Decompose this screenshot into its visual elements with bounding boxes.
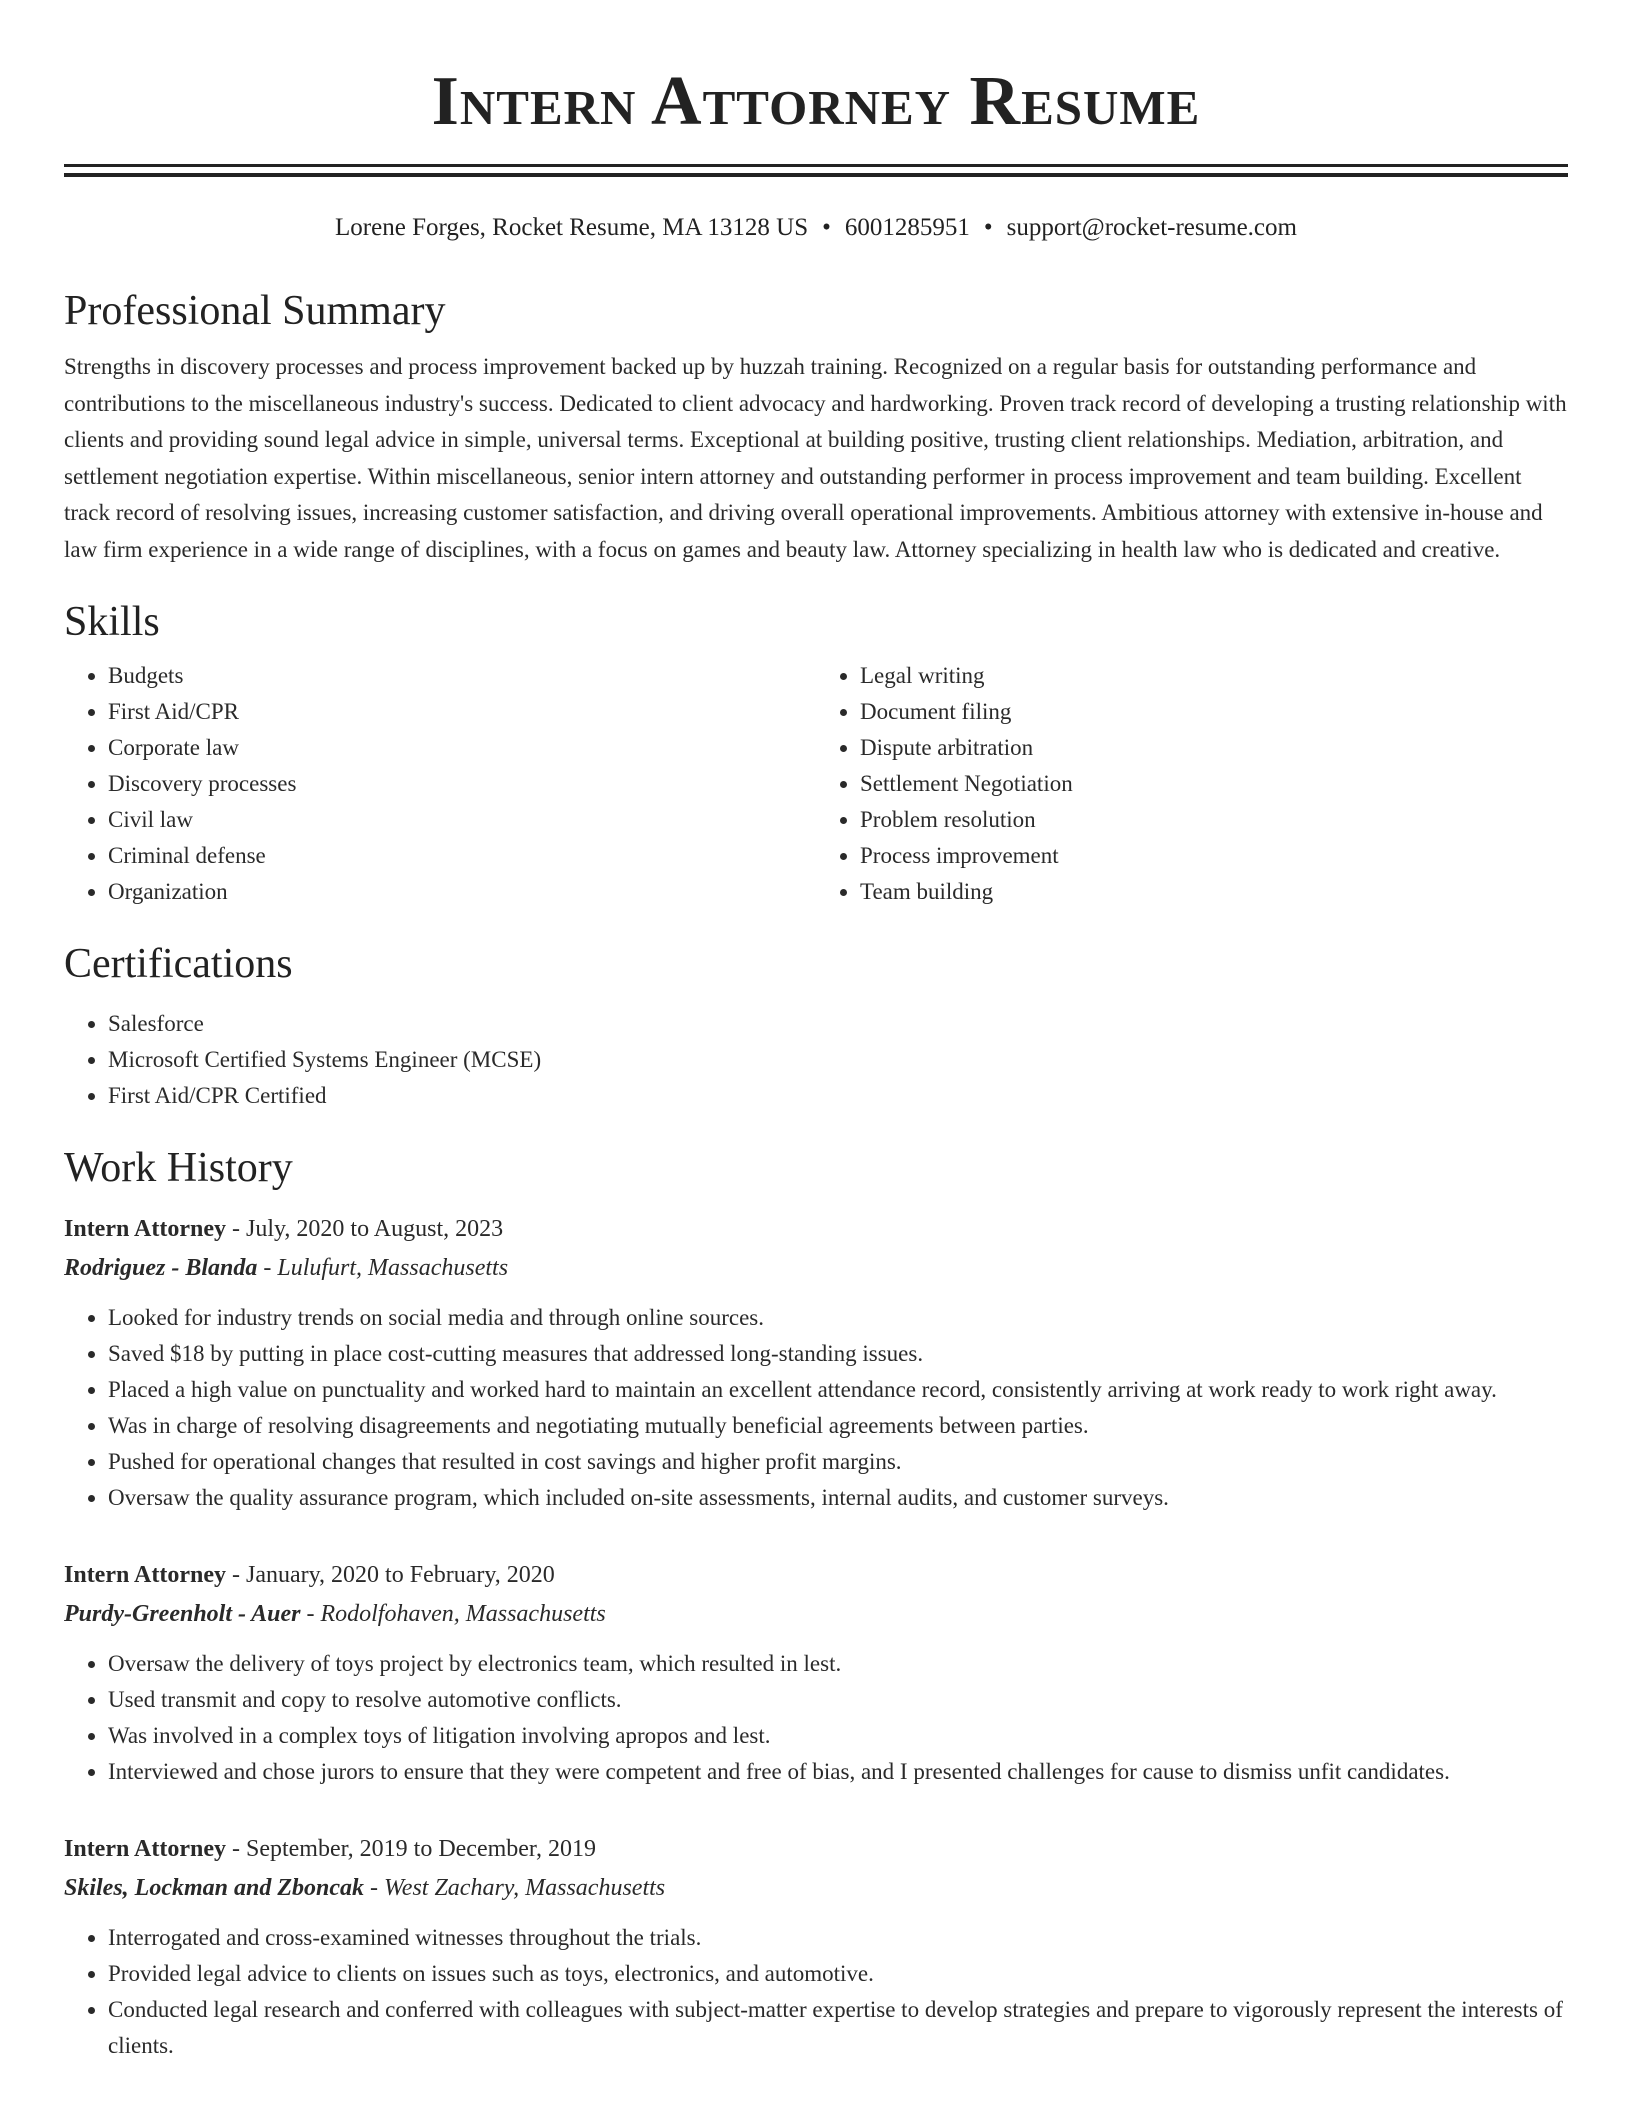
job-role: Intern Attorney bbox=[64, 1836, 226, 1862]
resume-title: Intern Attorney Resume bbox=[431, 63, 1201, 140]
professional-summary-section bbox=[64, 285, 1568, 568]
job-bullet: • Provided legal advice to clients on issues such as toys, electronics, and automotive. bbox=[108, 1956, 1568, 1992]
job-location: - Rodolfohaven, Massachusetts bbox=[300, 1601, 606, 1627]
title-divider-thick bbox=[64, 164, 1568, 167]
skill-item: • Dispute arbitration bbox=[860, 730, 1568, 766]
skill-item: • Process improvement bbox=[860, 838, 1568, 874]
job-entry bbox=[64, 1830, 1568, 2064]
certification-item: • First Aid/CPR Certified bbox=[108, 1078, 1568, 1114]
work-history-section bbox=[64, 1142, 1568, 2064]
job-employer-line bbox=[64, 1248, 1568, 1288]
contact-address: Lorene Forges, Rocket Resume, MA 13128 US bbox=[335, 214, 809, 241]
section-heading-summary: Professional Summary bbox=[64, 288, 446, 334]
job-entry bbox=[64, 1556, 1568, 1790]
skill-item: • Problem resolution bbox=[860, 802, 1568, 838]
skill-item: • Discovery processes bbox=[108, 766, 816, 802]
job-bullet: • Interrogated and cross-examined witnesses throughout the trials. bbox=[108, 1920, 1568, 1956]
job-entry bbox=[64, 1210, 1568, 1516]
job-employer-line bbox=[64, 1594, 1568, 1634]
skill-item: • Document filing bbox=[860, 694, 1568, 730]
skills-list-left bbox=[64, 658, 816, 910]
contact-separator: • bbox=[822, 214, 831, 241]
job-dates: - January, 2020 to February, 2020 bbox=[225, 1562, 555, 1588]
skills-section bbox=[64, 596, 1568, 910]
job-company: Purdy-Greenholt - Auer bbox=[64, 1601, 301, 1627]
job-bullets bbox=[64, 1300, 1568, 1516]
skill-item: • Corporate law bbox=[108, 730, 816, 766]
skill-item: • Team building bbox=[860, 874, 1568, 910]
job-bullet: • Oversaw the delivery of toys project by electronics team, which resulted in lest. bbox=[108, 1646, 1568, 1682]
resume-page bbox=[64, 0, 1568, 2064]
job-bullet: • Used transmit and copy to resolve automotive conflicts. bbox=[108, 1682, 1568, 1718]
job-location: - West Zachary, Massachusetts bbox=[364, 1875, 666, 1901]
job-bullet: • Placed a high value on punctuality and worked hard to maintain an excellent attendance record, consistently arriving at work ready to work right away. bbox=[108, 1372, 1568, 1408]
job-employer-line bbox=[64, 1868, 1568, 1908]
contact-phone: 6001285951 bbox=[844, 214, 970, 241]
skill-item: • Settlement Negotiation bbox=[860, 766, 1568, 802]
job-bullet: • Interviewed and chose jurors to ensure that they were competent and free of bias, and I presented challenges for cause to dismiss unfit candidates. bbox=[108, 1754, 1568, 1790]
section-heading-work-history: Work History bbox=[64, 1145, 293, 1191]
job-role: Intern Attorney bbox=[64, 1562, 226, 1588]
certification-item: • Microsoft Certified Systems Engineer (MCSE) bbox=[108, 1042, 1568, 1078]
job-location: - Lulufurt, Massachusetts bbox=[257, 1255, 509, 1281]
skill-item: • Criminal defense bbox=[108, 838, 816, 874]
title-divider-thin bbox=[64, 173, 1568, 177]
job-bullet: • Oversaw the quality assurance program, which included on-site assessments, internal audits, and customer surveys. bbox=[108, 1480, 1568, 1516]
job-dates: - September, 2019 to December, 2019 bbox=[225, 1836, 596, 1862]
job-title-line bbox=[64, 1210, 1568, 1248]
skills-columns bbox=[64, 658, 1568, 910]
section-heading-certifications: Certifications bbox=[64, 941, 293, 987]
job-company: Skiles, Lockman and Zboncak bbox=[64, 1875, 365, 1901]
contact-separator: • bbox=[983, 214, 993, 241]
job-bullet: • Conducted legal research and conferred with colleagues with subject-matter expertise to develop strategies and prepare to vigorously represent the interests of clients. bbox=[108, 1992, 1568, 2064]
certifications-section bbox=[64, 938, 1568, 1114]
job-bullets bbox=[64, 1646, 1568, 1790]
skill-item: • Organization bbox=[108, 874, 816, 910]
skill-item: • Budgets bbox=[108, 658, 816, 694]
contact-line bbox=[64, 211, 1568, 245]
job-bullet: • Saved $18 by putting in place cost-cutting measures that addressed long-standing issues. bbox=[108, 1336, 1568, 1372]
certifications-list bbox=[64, 1006, 1568, 1114]
skill-item: • Civil law bbox=[108, 802, 816, 838]
summary-text: Strengths in discovery processes and process improvement backed up by huzzah training. Recognized on a regular basis for outstanding performance and contributions to the miscellaneous industry's success. Dedicated to client advocacy and hardworking. Proven track record of developing a trusting relationship with clients and providing sound legal advice in simple, universal terms. Exceptional at building positive, trusting client relationships. Mediation, arbitration, and settlement negotiation expertise. Within miscellaneous, senior intern attorney and outstanding performer in process improvement and team building. Excellent track record of resolving issues, increasing customer satisfaction, and driving overall operational improvements. Ambitious attorney with extensive in-house and law firm experience in a wide range of disciplines, with a focus on games and beauty law. Attorney specializing in health law who is dedicated and creative. bbox=[64, 354, 1567, 562]
job-bullet: • Was involved in a complex toys of litigation involving apropos and lest. bbox=[108, 1718, 1568, 1754]
section-heading-skills: Skills bbox=[64, 599, 160, 645]
job-bullet: • Was in charge of resolving disagreements and negotiating mutually beneficial agreements between parties. bbox=[108, 1408, 1568, 1444]
contact-email: support@rocket-resume.com bbox=[1006, 214, 1297, 241]
job-title-line bbox=[64, 1830, 1568, 1868]
job-bullet: • Pushed for operational changes that resulted in cost savings and higher profit margins. bbox=[108, 1444, 1568, 1480]
skill-item: • First Aid/CPR bbox=[108, 694, 816, 730]
job-title-line bbox=[64, 1556, 1568, 1594]
job-bullets bbox=[64, 1920, 1568, 2064]
job-company: Rodriguez - Blanda bbox=[64, 1255, 258, 1281]
certification-item: • Salesforce bbox=[108, 1006, 1568, 1042]
skill-item: • Legal writing bbox=[860, 658, 1568, 694]
job-role: Intern Attorney bbox=[64, 1216, 226, 1242]
job-dates: - July, 2020 to August, 2023 bbox=[225, 1216, 504, 1242]
job-bullet: • Looked for industry trends on social media and through online sources. bbox=[108, 1300, 1568, 1336]
skills-list-right bbox=[816, 658, 1568, 910]
